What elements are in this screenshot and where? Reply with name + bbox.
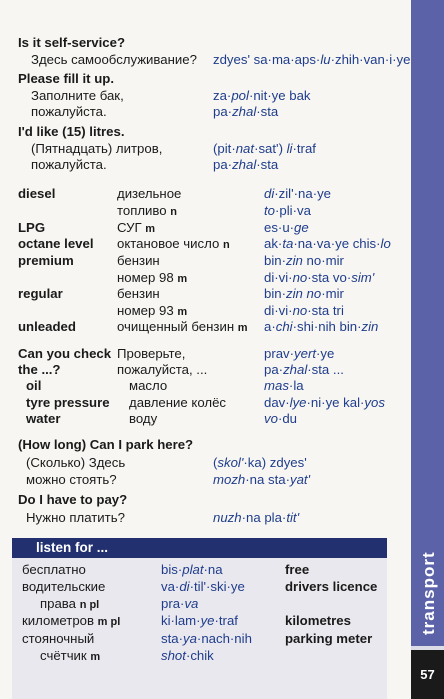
gender-marker: m [145,223,156,235]
section-tab-label: transport [419,551,438,635]
english-term: tyre pressure [26,395,110,410]
english-term: LPG [18,220,46,235]
gender-marker: n [170,206,178,218]
transliteration: bin·zin no·mir [264,286,344,301]
transliteration: pra·va [161,596,199,611]
english-term: diesel [18,186,56,201]
russian-term: масло [129,378,168,393]
transliteration: va·di·til'·ski·ye [161,579,245,594]
russian-word: водительские [22,579,106,594]
russian-term [117,220,155,237]
transliteration: sta·ya·nach·nih [161,631,252,646]
russian-phrase: можно стоять? [26,472,117,487]
russian-term [40,596,99,613]
transliteration: pa·zhal·sta [213,104,279,119]
listen-for-title: listen for ... [36,540,109,555]
russian-word: очищенный бензин [117,319,235,334]
russian-phrase: Заполните бак, [31,88,124,103]
english-phrase: (How long) Can I park here? [18,437,194,452]
gender-marker: m [177,306,188,318]
english-term: unleaded [18,319,76,334]
english-phrase: Can you check [18,346,112,361]
russian-term [22,613,120,630]
transliteration: zdyes' sa·ma·aps·lu·zhih·van·i·ye [213,52,411,67]
russian-word: дизельное [117,186,182,201]
transliteration: shot·chik [161,648,214,663]
russian-word: номер 93 [117,303,174,318]
transliteration: (pit·nat·sat') li·traf [213,141,316,156]
transliteration: prav·yert·ye [264,346,335,361]
english-term: kilometres [285,613,351,628]
listen-for-header [12,538,387,558]
russian-word: бесплатно [22,562,86,577]
russian-term [22,579,105,596]
russian-word: бензин [117,286,160,301]
english-phrase: I'd like (15) litres. [18,124,125,139]
transliteration: nuzh·na pla·tit' [213,510,300,525]
transliteration: di·vi·no·sta tri [264,303,344,318]
russian-phrase: (Сколько) Здесь [26,455,126,470]
english-phrase: the ...? [18,362,61,377]
section-side-tab [411,0,444,699]
transliteration: to·pli·va [264,203,311,218]
gender-marker: n pl [79,599,100,611]
transliteration: pa·zhal·sta [213,157,279,172]
russian-phrase: пожалуйста. [31,157,107,172]
russian-word: стояночный [22,631,95,646]
gender-marker: m [177,273,188,285]
russian-word: номер 98 [117,270,174,285]
russian-term [117,236,230,253]
english-phrase: Do I have to pay? [18,492,128,507]
gender-marker: m [237,322,248,334]
russian-phrase: Проверьте, [117,346,186,361]
english-term: oil [26,378,42,393]
russian-phrase: Нужно платить? [26,510,125,525]
english-term: regular [18,286,63,301]
russian-phrase: пожалуйста, ... [117,362,208,377]
english-phrase: Please fill it up. [18,71,115,86]
russian-word: октановое число [117,236,220,251]
gender-marker: n [222,239,230,251]
russian-term [117,186,181,203]
russian-word: километров [22,613,94,628]
english-term: premium [18,253,74,268]
transliteration: di·zil'·na·ye [264,186,332,201]
russian-term [117,286,160,303]
transliteration: ki·lam·ye·traf [161,613,238,628]
russian-term [117,303,187,320]
english-phrase: Is it self-service? [18,35,126,50]
russian-term [22,562,86,579]
russian-phrase: (Пятнадцать) литров, [31,141,163,156]
russian-term [117,270,187,287]
transliteration: es·u·ge [264,220,309,235]
russian-word: топливо [117,203,167,218]
section-tab-strip [411,0,444,646]
russian-term: давление колёс [129,395,226,410]
russian-term [22,631,94,648]
transliteration: a·chi·shi·nih bin·zin [264,319,379,334]
russian-word: СУГ [117,220,142,235]
transliteration: bin·zin no·mir [264,253,344,268]
russian-term [117,253,160,270]
transliteration: ak·ta·na·va·ye chis·lo [264,236,391,251]
gender-marker: m [90,651,101,663]
page-number: 57 [411,650,444,699]
transliteration: za·pol·nit·ye bak [213,88,311,103]
transliteration: vo·du [264,411,297,426]
transliteration: (skol'·ka) zdyes' [213,455,307,470]
english-term: drivers licence [285,579,378,594]
russian-phrase: Здесь самообслуживание? [31,52,197,67]
gender-marker: m pl [97,616,121,628]
transliteration: di·vi·no·sta vo·sim' [264,270,375,285]
russian-term: воду [129,411,158,426]
transliteration: bis·plat·na [161,562,223,577]
russian-term [40,648,100,665]
transliteration: mozh·na sta·yat' [213,472,311,487]
russian-phrase: пожалуйста. [31,104,107,119]
russian-word: счётчик [40,648,87,663]
russian-term [117,203,177,220]
english-term: octane level [18,236,94,251]
russian-word: права [40,596,77,611]
transliteration: mas·la [264,378,304,393]
english-term: parking meter [285,631,373,646]
russian-term [117,319,248,336]
english-term: water [26,411,61,426]
russian-word: бензин [117,253,160,268]
transliteration: dav·lye·ni·ye kal·yos [264,395,385,410]
english-term: free [285,562,310,577]
transliteration: pa·zhal·sta ... [264,362,344,377]
